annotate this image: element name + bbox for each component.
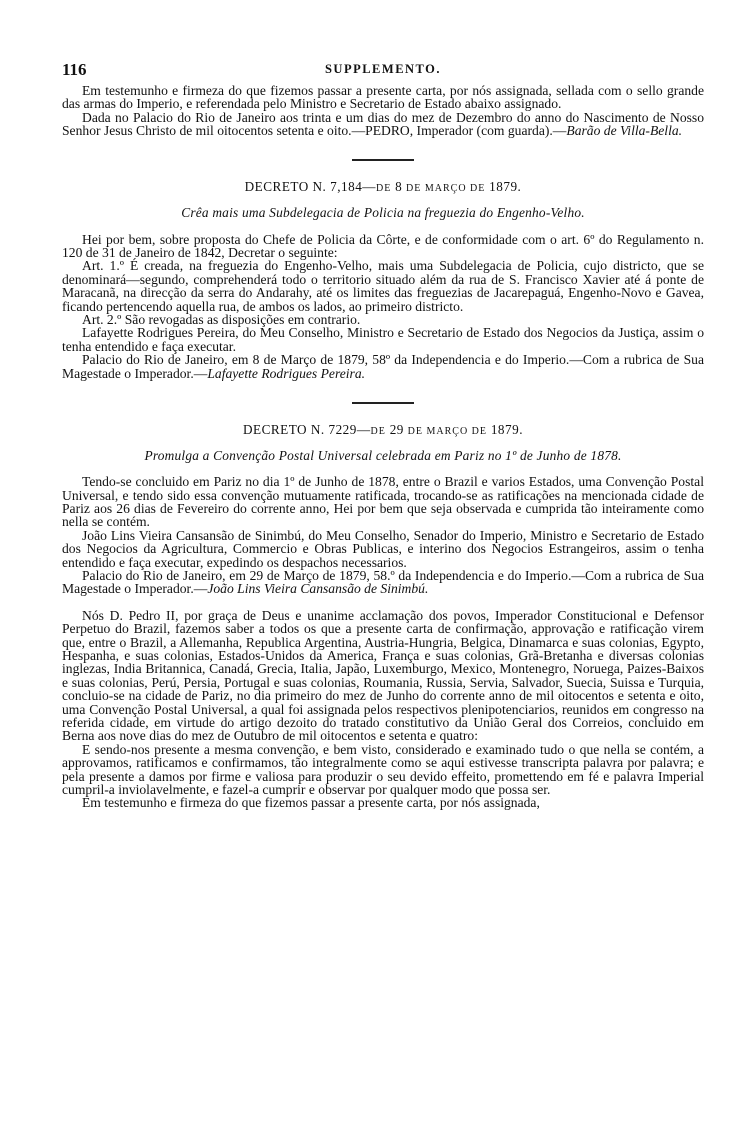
decree2-title-month: DE MARÇO DE xyxy=(407,426,488,438)
convention-paragraph-2: E sendo-nos presente a mesma convenção, e bem visto, considerado e examinado tudo o que nella se contém, a approvamos, ratificamos e confirmamos, tão integralmente como se aqui estivesse transcripta palavra por palavra; e pela presente a damos por firme e valiosa para produzir o seu devido effeito, promettendo em fé e palavra Imperial cumpril-a inviolavelmente, e fazel-a cumprir e observar por qualquer modo que possa ser. xyxy=(62,741,704,798)
decree2-date-paragraph xyxy=(62,569,704,596)
page-number: 116 xyxy=(62,60,87,79)
convention-paragraph-3: Em testemunho e firmeza do que fizemos passar a presente carta, por nós assignada, xyxy=(82,795,540,811)
decree1-title-number: DECRETO N. 7,184— xyxy=(244,178,376,194)
decree2-date-text: Palacio do Rio de Janeiro, em 29 de Março de 1879, 58.º da Independencia e do Imperio.—Com a rubrica de Sua Magestade o Imperador.— xyxy=(62,567,704,597)
decree1-title xyxy=(62,179,704,195)
decree1-title-year: 1879. xyxy=(485,178,522,194)
running-title: SUPPLEMENTO. xyxy=(324,62,442,76)
decree1-date-paragraph xyxy=(62,353,704,380)
decree2-summary: Promulga a Convenção Postal Universal celebrada em Pariz no 1º de Junho de 1878. xyxy=(144,448,622,464)
decree1-date-text: Palacio do Rio de Janeiro, em 8 de Março de 1879, 58º da Independencia e do Imperio.—Com a rubrica de Sua Magestade o Imperador.— xyxy=(62,352,704,381)
decree1-title-de: DE xyxy=(376,182,392,194)
convention-paragraph-1: Nós D. Pedro II, por graça de Deus e unanime acclamação dos povos, Imperador Constitucional e Defensor Perpetuo do Brazil, fazemos saber a todos os que a presente carta de confirmação, approvação e ratificação virem que, entre o Brazil, a Allemanha, Republica Argentina, Austria-Hungria, Belgica, Dinamarca e suas colonias, Egypto, Hespanha, e suas colonias, Estados-Unidos da America, França e suas colonias, Grã-Bretanha e diversas colonias inglezas, India Britannica, Canadá, Grecia, Italia, Japão, Luxemburgo, Mexico, Montenegro, Noruega, Paizes-Baixos e suas colonias, Perú, Persia, Portugal e suas colonias, Roumania, Russia, Servia, Salvador, Suecia, Suissa e Turquia, concluio-se na cidade de Pariz, no dia primeiro do mez de Junho do corrente anno de mil oitocentos e setenta e oito, uma Convenção Postal Universal, a qual foi assignada pelos respectivos plenipotenciarios, reunidos em congresso na referida cidade, em virtude do artigo dezoito do tratado constitutivo da União Geral dos Correios, concluido em Berna aos nove dias do mez de Outubro de mil oitocentos e setenta e quatro: xyxy=(62,607,704,744)
intro-paragraph: Em testemunho e firmeza do que fizemos passar a presente carta, por nós assignada, sellada com o sello grande das armas do Imperio, e referendada pelo Ministro e Secretario de Estado abaixo assignado. xyxy=(62,83,704,112)
intro-date-paragraph xyxy=(62,111,704,138)
decree2-preamble: Tendo-se concluido em Pariz no dia 1º de Junho de 1878, entre o Brazil e varios Estados, uma Convenção Postal Universal, e tendo sido essa convenção mutuamente ratificada, trocando-se as ratificações na mencionada cidade de Pariz aos 26 dias de Fevereiro do corrente anno, Hei por bem que seja observada e cumprida tão inteiramente como nella se contém. xyxy=(62,474,704,530)
decree2-title xyxy=(62,422,704,438)
decree1-signature: Lafayette Rodrigues Pereira. xyxy=(207,365,366,381)
page-header xyxy=(62,60,704,84)
decree1-preamble: Hei por bem, sobre proposta do Chefe de Policia da Côrte, e de conformidade com o art. 6º do Regulamento n. 120 de 31 de Janeiro de 1842, Decretar o seguinte: xyxy=(62,231,704,261)
convention-text xyxy=(62,609,704,810)
decree2-title-day: 29 xyxy=(385,422,408,438)
decree1-title-day: 8 xyxy=(391,178,407,194)
decree1-summary: Crêa mais uma Subdelegacia de Policia na freguezia do Engenho-Velho. xyxy=(181,204,585,220)
intro-date-text: Dada no Palacio do Rio de Janeiro aos trinta e um dias do mez de Dezembro do anno do Nascimento de Nosso Senhor Jesus Christo de mil oitocentos setenta e oito.—PEDRO, Imperador (com guarda).— xyxy=(62,109,704,139)
decree1-article-1: Art. 1.º É creada, na freguezia do Engenho-Velho, mais uma Subdelegacia de Policia, cujo districto, que se denominará—segundo, comprehenderá todo o territorio situado além da rua de S. Francisco Xavier até á ponte de Maracanã, na direcção da serra do Andarahy, até os limites das freguezias de Jacarepaguá, Engenho-Novo e Gavea, ficando pertencendo aquella rua, de ambos os lados, ao primeiro districto. xyxy=(62,258,704,314)
decree1-minister-paragraph: Lafayette Rodrigues Pereira, do Meu Conselho, Ministro e Secretario de Estado dos Negocios da Justiça, assim o tenha entendido e faça executar. xyxy=(62,325,704,354)
decree2-title-year: 1879. xyxy=(487,422,523,438)
decree2-signature: João Lins Vieira Cansansão de Sinimbú. xyxy=(207,581,429,597)
decree2-minister-paragraph: João Lins Vieira Cansansão de Sinimbú, do Meu Conselho, Senador do Imperio, Ministro e Secretario de Estado dos Negocios da Agricultura, Commercio e Obras Publicas, e interino dos Negocios Estrangeiros, assim o tenha entendido e faça executar, expedindo os despachos necessarios. xyxy=(62,527,704,570)
decree1-article-2: Art. 2.º São revogadas as disposições em contrario. xyxy=(82,312,361,328)
decree2-title-number: DECRETO N. 7229— xyxy=(243,422,371,438)
section-divider xyxy=(352,159,414,161)
decree2-body xyxy=(62,475,704,596)
section-divider xyxy=(352,402,414,404)
document-page xyxy=(62,60,704,810)
intro-signature: Barão de Villa-Bella. xyxy=(566,123,683,139)
decree2-title-de: DE xyxy=(370,426,386,438)
decree1-title-month: DE MARÇO DE xyxy=(406,182,486,194)
decree1-body xyxy=(62,233,704,380)
